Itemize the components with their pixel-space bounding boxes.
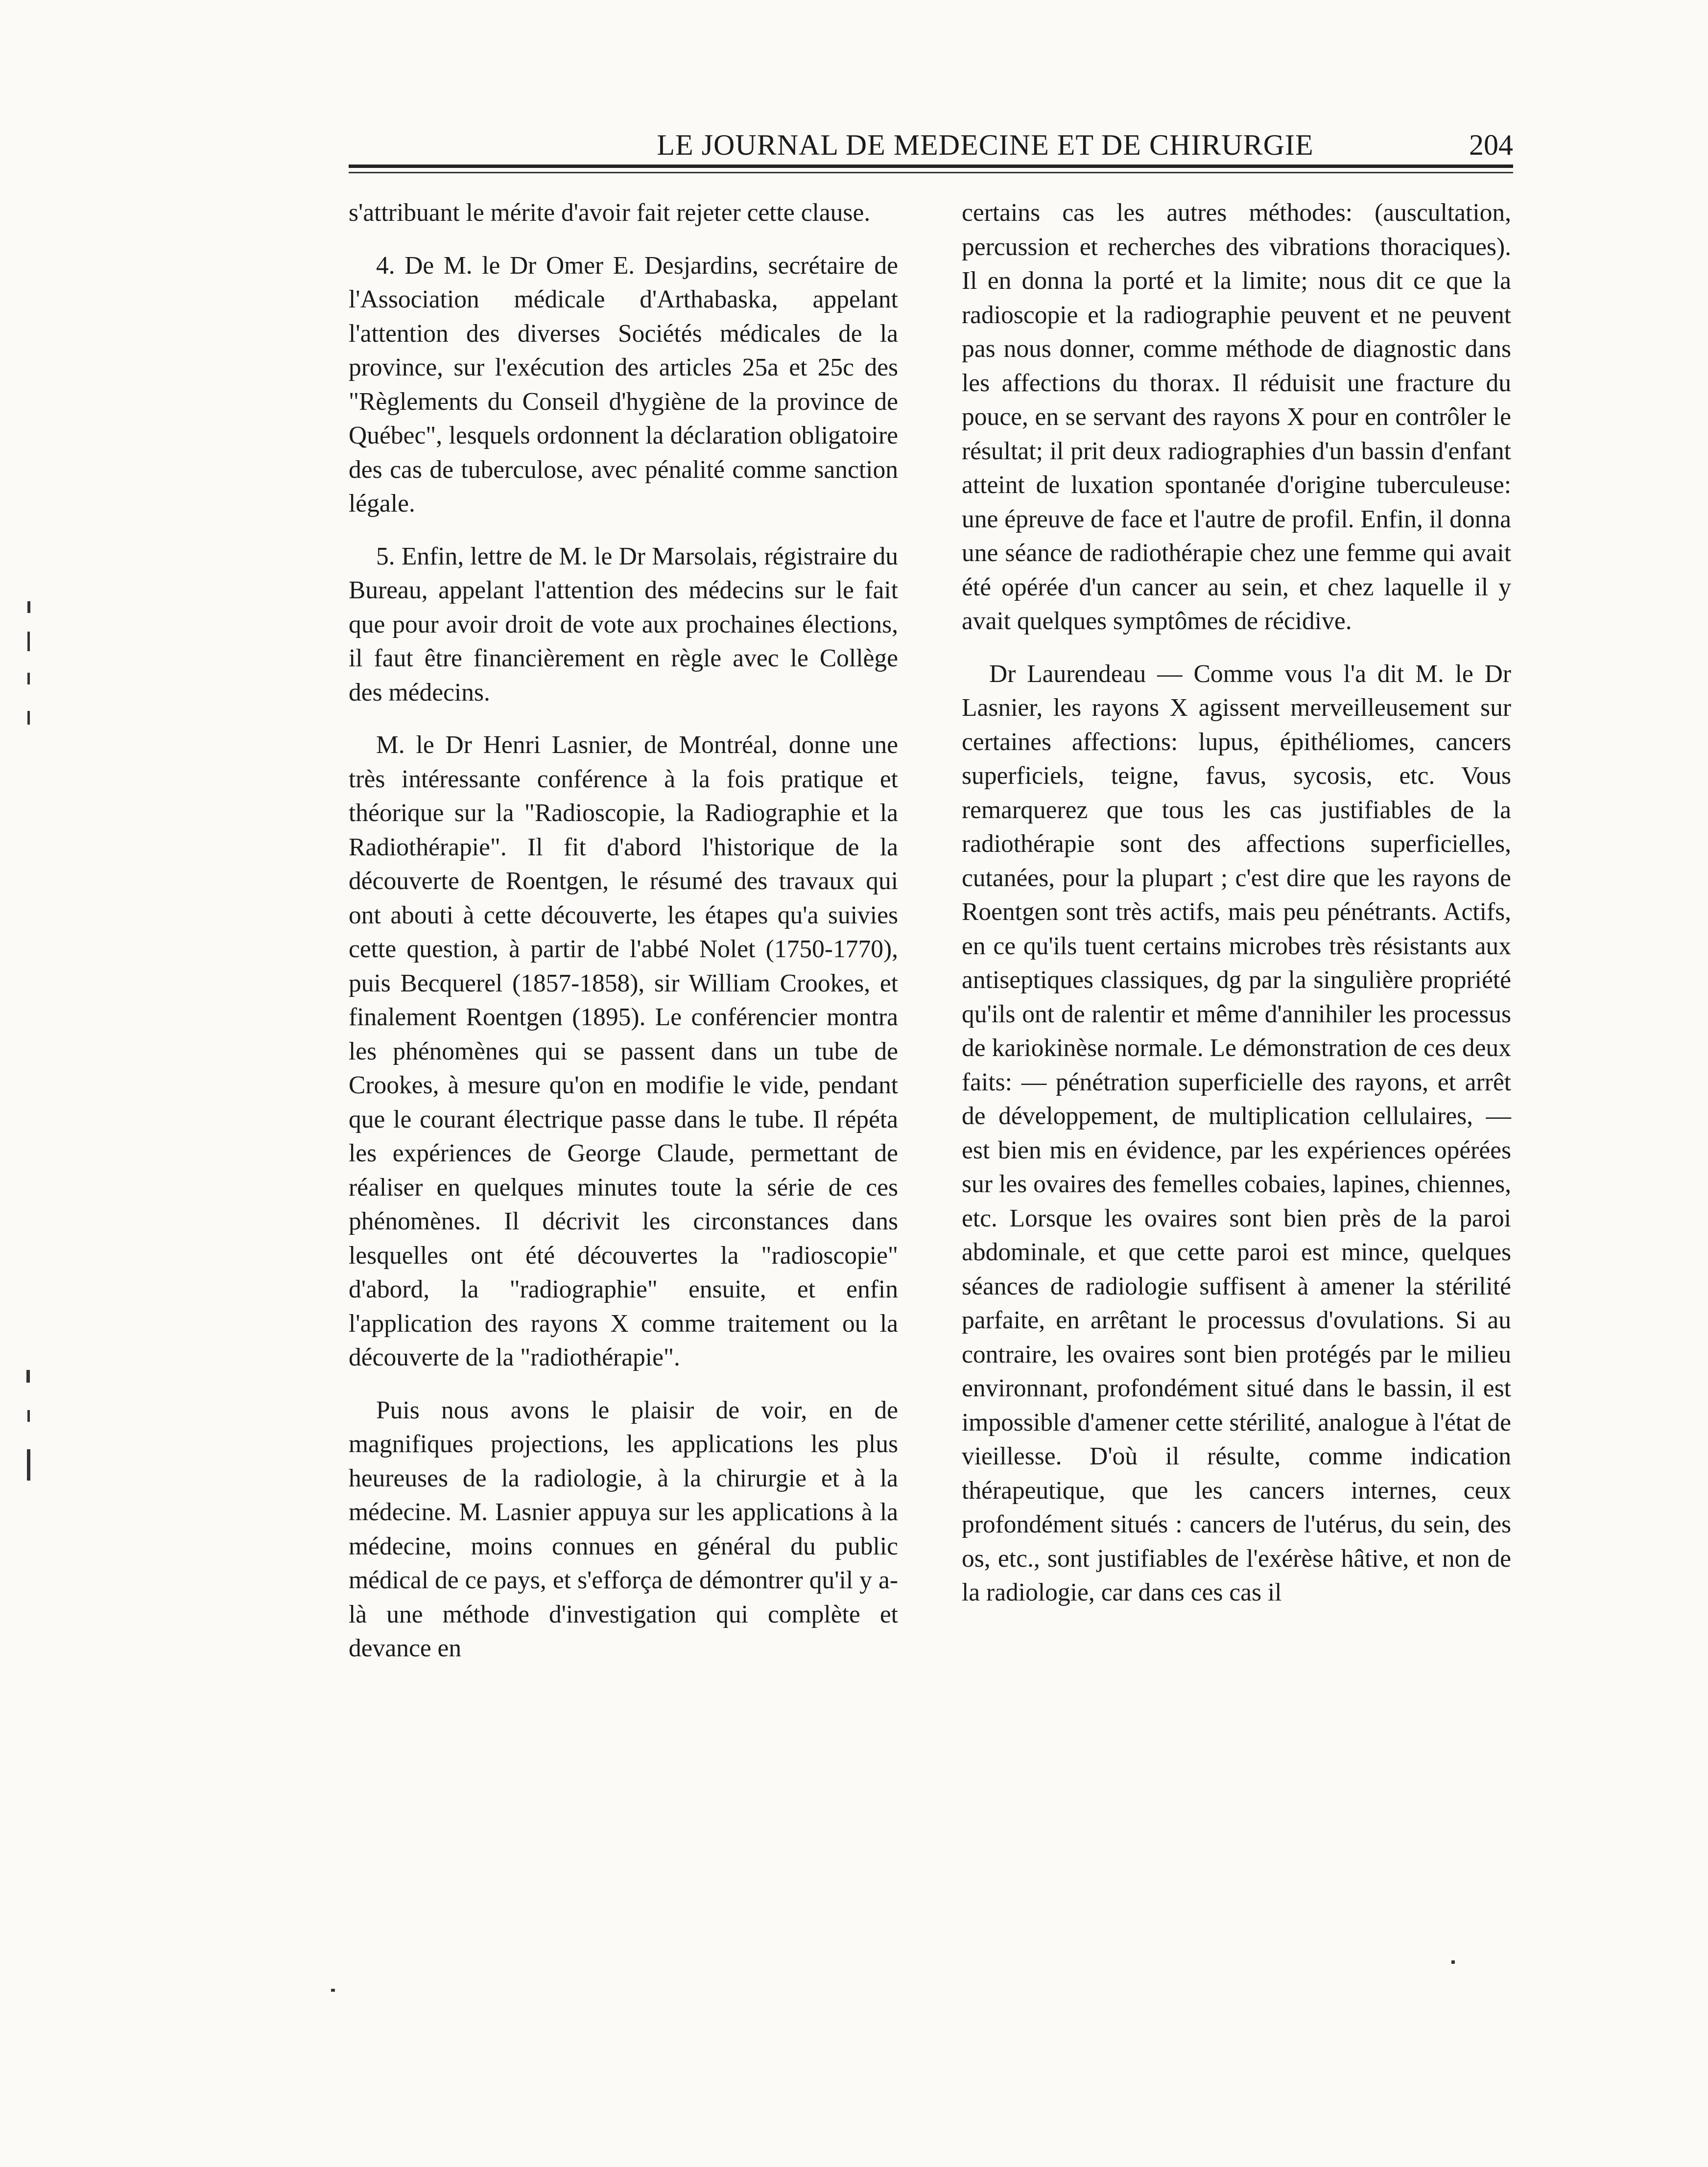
- paragraph-item-4-desjardins: 4. De M. le Dr Omer E. Desjardins, secrétaire de l'Association médicale d'Arthabaska, appelant l'attention des diverses Sociétés médicales de la province, sur l'exécution des articles 25a et 25c des "Règlements du Conseil d'hygiène de la province de Québec", lesquels ordonnent la déclaration obligatoire des cas de tuberculose, avec pénalité comme sanction légale.: [349, 251, 898, 518]
- paragraph-clause-continuation: s'attribuant le mérite d'avoir fait rejeter cette clause.: [349, 199, 871, 227]
- paragraph-projections: Puis nous avons le plaisir de voir, en de magnifiques projections, les applications les plus heureuses de la radiologie, à la chirurgie et à la médecine. M. Lasnier appuya sur les applications à la médecine, moins connues en général du public médical de ce pays, et s'efforça de démontrer qu'il y a-là une méthode d'investigation qui complète et devance en: [349, 1396, 898, 1662]
- running-header: [349, 126, 1513, 170]
- paragraph-lasnier-conference: M. le Dr Henri Lasnier, de Montréal, donne une très intéressante conférence à la fois pratique et théorique sur la "Radioscopie, la Radiographie et la Radiothérapie". Il fit d'abord l'historique de la découverte de Roentgen, le résumé des travaux qui ont abouti à cette découverte, les étapes qu'a suivies cette question, à partir de l'abbé Nolet (1750-1770), puis Becquerel (1857-1858), sir William Crookes, et finalement Roentgen (1895). Le conférencier montra les phénomènes qui se passent dans un tube de Crookes, à mesure qu'on en modifie le vide, pendant que le courant électrique passe dans le tube. Il répéta les expériences de George Claude, permettant de réaliser en quelques minutes toute la série de ces phénomènes. Il décrivit les circonstances dans lesquelles ont été découvertes la "radioscopie" d'abord, la "radiographie" ensuite, et enfin l'application des rayons X comme traitement ou la découverte de la "radiothérapie".: [349, 731, 898, 1371]
- left-column: [349, 196, 898, 1666]
- header-rule-thin: [349, 172, 1513, 173]
- scan-speck: [27, 673, 30, 684]
- scan-speck: [27, 711, 30, 725]
- right-column: [962, 196, 1511, 1610]
- paragraph-laurendeau: Dr Laurendeau — Comme vous l'a dit M. le Dr Lasnier, les rayons X agissent merveilleusement sur certaines affections: lupus, épithéliomes, cancers superficiels, teigne, favus, sycosis, etc. Vous remarquerez que tous les cas justifiables de la radiothérapie sont des affections superficielles, cutanées, pour la plupart ; c'est dire que les rayons de Roentgen sont très actifs, mais peu pénétrants. Actifs, en ce qu'ils tuent certains microbes très résistants aux antiseptiques classiques, dg par la singulière propriété qu'ils ont de ralentir et même d'annihiler les processus de kariokinèse normale. Le démonstration de ces deux faits: — pénétration superficielle des rayons, et arrêt de développement, de multiplication cellulaires, — est bien mis en évidence, par les expériences opérées sur les ovaires des femelles cobaies, lapines, chiennes, etc. Lorsque les ovaires sont bien près de la paroi abdominale, et que cette paroi est mince, quelques séances de radiologie suffisent à amener la stérilité parfaite, en arrêtant le processus d'ovulations. Si au contraire, les ovaires sont bien protégés par le milieu environnant, profondément situé dans le bassin, il est impossible d'amener cette stérilité, analogue à l'état de vieillesse. D'où il résulte, comme indication thérapeutique, que les cancers internes, ceux profondément situés : cancers de l'utérus, du sein, des os, etc., sont justifiables de l'exérèse hâtive, et non de la radiologie, car dans ces cas il: [962, 660, 1511, 1606]
- scan-speck: [331, 1989, 335, 1992]
- page-number: 204: [1469, 129, 1513, 161]
- paragraph-item-5-marsolais: 5. Enfin, lettre de M. le Dr Marsolais, régistraire du Bureau, appelant l'attention des médecins sur le fait que pour avoir droit de vote aux prochaines élections, il faut être financièrement en règle avec le Collège des médecins.: [349, 542, 898, 707]
- scan-speck: [26, 1370, 30, 1383]
- header-rule-thick: [349, 165, 1513, 168]
- scan-speck: [27, 601, 30, 613]
- scan-speck: [27, 1449, 30, 1481]
- paragraph-lasnier-continuation: certains cas les autres méthodes: (auscultation, percussion et recherches des vibrations thoraciques). Il en donna la porté et la limite; nous dit ce que la radioscopie et la radiographie peuvent et ne peuvent pas nous donner, comme méthode de diagnostic dans les affections du thorax. Il réduisit une fracture du pouce, en se servant des rayons X pour en contrôler le résultat; il prit deux radiographies d'un bassin d'enfant atteint de luxation spontanée d'origine tuberculeuse: une épreuve de face et l'autre de profil. Enfin, il donna une séance de radiothérapie chez une femme qui avait été opérée d'un cancer au sein, et chez laquelle il y avait quelques symptômes de récidive.: [962, 199, 1511, 635]
- journal-title: LE JOURNAL DE MEDECINE ET DE CHIRURGIE: [657, 129, 1314, 161]
- scan-speck: [27, 632, 30, 651]
- scan-speck: [1451, 1960, 1455, 1964]
- scan-speck: [27, 1410, 30, 1422]
